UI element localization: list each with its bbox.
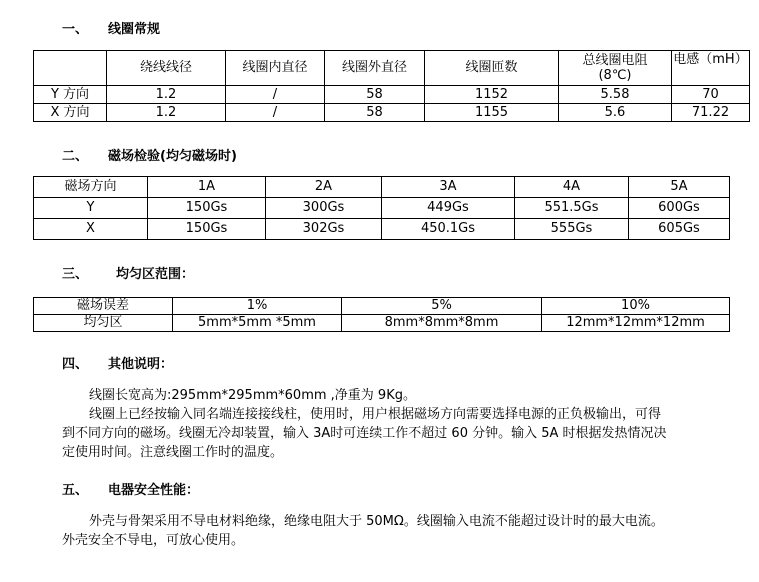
table-cell: 302Gs: [266, 219, 382, 240]
header-cell: 电感（mH）: [672, 51, 750, 86]
table-row: [34, 104, 750, 122]
header-cell: 1A: [148, 177, 266, 198]
paragraph-line: 外壳安全不导电，可放心使用。: [62, 533, 245, 548]
table-cell: 58: [325, 104, 425, 122]
paragraph-line: 到不同方向的磁场。线圈无冷却装置，输入 3A时可连续工作不超过 60 分钟。输入 5A 时根据发热情况决: [62, 426, 667, 441]
header-cell: 线圈外直径: [325, 51, 425, 86]
coil-spec-table: [33, 50, 750, 122]
coil-dimensions-text: 线圈长宽高为:295mm*295mm*60mm ,净重为 9Kg。: [89, 388, 416, 403]
paragraph-line: 外壳与骨架采用不导电材料绝缘，绝缘电阻大于 50MΩ。线圈输入电流不能超过设计时的最大电流。: [89, 514, 664, 529]
table-row: [34, 86, 750, 104]
table-row: [34, 315, 730, 332]
header-cell: 磁场误差: [34, 298, 173, 315]
table-cell: 12mm*12mm*12mm: [542, 315, 730, 332]
table-cell: 5.58: [559, 86, 672, 104]
coil-spec-header-row: [34, 51, 750, 86]
table-cell: 8mm*8mm*8mm: [342, 315, 542, 332]
paragraph-line: 定使用时间。注意线圈工作时的温度。: [62, 445, 284, 460]
header-cell: 5%: [342, 298, 542, 315]
table-cell: /: [226, 104, 325, 122]
table-cell: 605Gs: [629, 219, 730, 240]
table-cell: 71.22: [672, 104, 750, 122]
uniform-zone-table: [33, 297, 730, 332]
magnetic-field-table: [33, 176, 730, 240]
table-cell: 1.2: [107, 104, 226, 122]
table-cell: 1155: [425, 104, 559, 122]
table-cell: /: [226, 86, 325, 104]
coil-usage-paragraph: [62, 405, 742, 462]
header-cell: 线圈匝数: [425, 51, 559, 86]
section-2-heading: [62, 145, 237, 164]
table-cell: Y 方向: [34, 86, 107, 104]
table-cell: 449Gs: [382, 198, 515, 219]
uniform-header-row: [34, 298, 730, 315]
section-3-heading: [62, 263, 194, 282]
header-cell: 线圈内直径: [226, 51, 325, 86]
table-cell: 450.1Gs: [382, 219, 515, 240]
table-cell: X: [34, 219, 148, 240]
header-cell: 5A: [629, 177, 730, 198]
section-1-number: 一、: [62, 22, 89, 37]
table-cell: 555Gs: [515, 219, 629, 240]
table-row: [34, 219, 730, 240]
table-cell: 150Gs: [148, 198, 266, 219]
table-cell: 70: [672, 86, 750, 104]
section-4-number: 四、: [62, 357, 89, 372]
table-row: [34, 198, 730, 219]
table-cell: 5mm*5mm *5mm: [173, 315, 342, 332]
table-cell: 5.6: [559, 104, 672, 122]
header-cell: 3A: [382, 177, 515, 198]
header-cell: 总线圈电阻 (8℃): [559, 51, 672, 86]
section-1-title: 线圈常规: [108, 22, 161, 37]
header-cell: 2A: [266, 177, 382, 198]
header-cell: 绕线线径: [107, 51, 226, 86]
section-3-number: 三、: [62, 267, 89, 282]
table-cell: 1152: [425, 86, 559, 104]
header-cell: 1%: [173, 298, 342, 315]
safety-paragraph: [62, 512, 742, 550]
header-cell: [34, 51, 107, 86]
section-1-heading: [62, 18, 160, 37]
section-3-title: 均匀区范围：: [116, 267, 195, 282]
table-cell: 1.2: [107, 86, 226, 104]
table-cell: 均匀区: [34, 315, 173, 332]
header-cell: 4A: [515, 177, 629, 198]
field-header-row: [34, 177, 730, 198]
section-4-heading: [62, 353, 173, 372]
section-4-title: 其他说明：: [108, 357, 174, 372]
table-cell: 150Gs: [148, 219, 266, 240]
section-2-number: 二、: [62, 149, 89, 164]
paragraph-line: 线圈上已经按输入同名端连接接线柱，使用时，用户根据磁场方向需要选择电源的正负极输出，可得: [89, 407, 662, 422]
section-5-number: 五、: [62, 483, 89, 498]
table-cell: 551.5Gs: [515, 198, 629, 219]
header-cell: 10%: [542, 298, 730, 315]
section-5-title: 电器安全性能：: [108, 483, 200, 498]
header-cell: 磁场方向: [34, 177, 148, 198]
table-cell: X 方向: [34, 104, 107, 122]
table-cell: Y: [34, 198, 148, 219]
table-cell: 300Gs: [266, 198, 382, 219]
table-cell: 600Gs: [629, 198, 730, 219]
section-5-heading: [62, 479, 199, 498]
table-cell: 58: [325, 86, 425, 104]
section-2-title: 磁场检验(均匀磁场时): [108, 149, 237, 164]
